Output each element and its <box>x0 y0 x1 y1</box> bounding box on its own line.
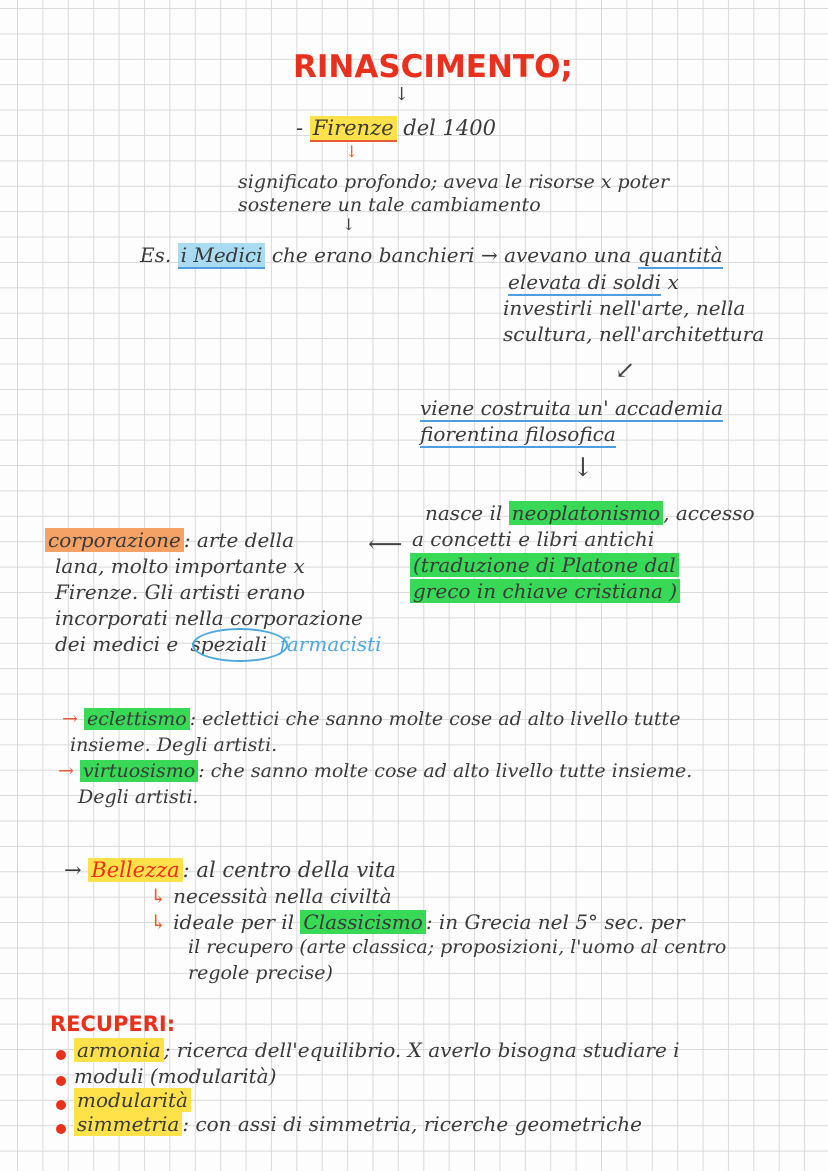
modularita-highlight: modularità <box>74 1088 191 1112</box>
eclettismo-line-1 <box>62 710 680 729</box>
accademia-underlined-1: viene costruita un' accademia <box>420 396 724 420</box>
corporazione-line-2: lana, molto importante x <box>55 554 305 578</box>
accademia-underlined-2: fiorentina filosofica <box>420 422 616 446</box>
right-arrow-icon: → <box>58 760 74 782</box>
medici-line <box>140 245 723 265</box>
nasce-text: nasce il <box>425 501 503 525</box>
armonia-rest: ; ricerca dell'equilibrio. X averlo bisogna studiare i <box>163 1038 680 1062</box>
corporazione-rest: : arte della <box>183 528 294 552</box>
neoplatonismo-highlight: neoplatonismo <box>509 501 664 525</box>
down-arrow-icon: ↓ <box>394 84 410 105</box>
virtuosismo-rest: : che sanno molte cose ad alto livello tutte insieme. <box>198 760 693 782</box>
sub-1-text: necessità nella civiltà <box>173 884 392 908</box>
medici-highlight: i Medici <box>178 243 266 269</box>
accademia-line-2 <box>420 424 616 444</box>
virtuosismo-highlight: virtuosismo <box>80 760 198 782</box>
right-arrow-icon: → <box>64 858 82 882</box>
firenze-rest: del 1400 <box>403 116 496 140</box>
bellezza-sub-3: il recupero (arte classica; proposizioni, l'uomo al centro <box>188 936 727 958</box>
down-left-arrow-icon: ↙ <box>615 356 636 384</box>
firenze-dash: - <box>296 116 304 140</box>
accesso-text: , accesso <box>663 501 755 525</box>
virtuosismo-line-2: Degli artisti. <box>78 786 199 808</box>
recuperi-item-4 <box>74 1114 642 1134</box>
corporazione-line-1 <box>45 530 294 550</box>
firenze-highlight: Firenze <box>310 116 397 142</box>
corporazione-line-3: Firenze. Gli artisti erano <box>55 580 305 604</box>
neoplatonismo-line-2: a concetti e libri antichi <box>412 527 655 551</box>
significato-line-2: sostenere un tale cambiamento <box>238 194 541 216</box>
simmetria-highlight: simmetria <box>74 1112 182 1136</box>
eclettismo-highlight: eclettismo <box>84 708 190 730</box>
bullet-icon <box>56 1076 66 1086</box>
classicismo-highlight: Classicismo <box>300 910 425 934</box>
bellezza-sub-4: regole precise) <box>188 962 333 984</box>
sub-2-rest: : in Grecia nel 5° sec. per <box>425 910 685 934</box>
curved-down-arrow-icon: ↓ <box>572 453 594 483</box>
bellezza-line-1 <box>64 860 396 881</box>
left-arrow-icon: ⟵ <box>368 530 403 558</box>
medici-rest: che erano banchieri <box>271 243 475 267</box>
virtuosismo-line-1 <box>58 762 692 781</box>
bullet-icon <box>56 1100 66 1110</box>
sub-arrow-icon: ↳ <box>150 884 167 908</box>
moduli-text: moduli (modularità) <box>74 1064 277 1088</box>
elevata-line <box>508 272 679 292</box>
elevata-underlined: elevata di soldi <box>508 270 662 294</box>
es-label: Es. <box>140 243 172 267</box>
down-arrow-icon: ↓ <box>342 215 356 234</box>
traduzione-highlight: (traduzione di Platone dal <box>410 553 679 577</box>
bellezza-rest: : al centro della vita <box>182 858 396 882</box>
farmacisti-text: farmacisti <box>279 632 382 656</box>
dei-medici-text: dei medici e <box>55 632 179 656</box>
page-title: RINASCIMENTO; <box>293 49 573 85</box>
accademia-line-1 <box>420 398 723 418</box>
simmetria-rest: : con assi di simmetria, ricerche geometriche <box>182 1112 642 1136</box>
neoplatonismo-line-3 <box>410 555 679 575</box>
right-arrow-icon: → <box>62 708 78 730</box>
corporazione-highlight: corporazione <box>45 528 184 552</box>
sub-arrow-icon: ↳ <box>150 910 167 934</box>
recuperi-heading: RECUPERI: <box>50 1012 176 1036</box>
corporazione-line-4: incorporati nella corporazione <box>55 606 363 630</box>
eclettismo-rest: : eclettici che sanno molte cose ad alto livello tutte <box>189 708 681 730</box>
bullet-icon <box>56 1050 66 1060</box>
investirli-line-1: investirli nell'arte, nella <box>503 296 746 320</box>
down-arrow-icon: ↓ <box>345 142 359 161</box>
speziali-oval <box>192 628 288 662</box>
neoplatonismo-line-1 <box>425 503 755 523</box>
significato-line-1: significato profondo; aveva le risorse x poter <box>238 171 670 193</box>
recuperi-item-3 <box>74 1090 191 1110</box>
neoplatonismo-line-4 <box>410 581 680 601</box>
quantita-underlined: quantità <box>637 243 723 267</box>
bellezza-highlight: Bellezza <box>88 858 182 882</box>
avevano-text: avevano una <box>504 243 632 267</box>
bellezza-sub-1 <box>150 886 392 906</box>
bullet-icon <box>56 1124 66 1134</box>
x-text: x <box>667 270 679 294</box>
firenze-line <box>296 118 496 139</box>
sub-2-prefix: ideale per il <box>173 910 295 934</box>
greco-highlight: greco in chiave cristiana ) <box>410 579 680 603</box>
eclettismo-line-2: insieme. Degli artisti. <box>70 734 278 756</box>
bellezza-sub-2 <box>150 912 685 932</box>
recuperi-item-2 <box>74 1066 276 1086</box>
right-arrow-icon: → <box>480 243 498 267</box>
investirli-line-2: scultura, nell'architettura <box>503 322 765 346</box>
speziali-circled: speziali <box>190 632 268 656</box>
recuperi-item-1 <box>74 1040 680 1060</box>
armonia-highlight: armonia <box>74 1038 164 1062</box>
